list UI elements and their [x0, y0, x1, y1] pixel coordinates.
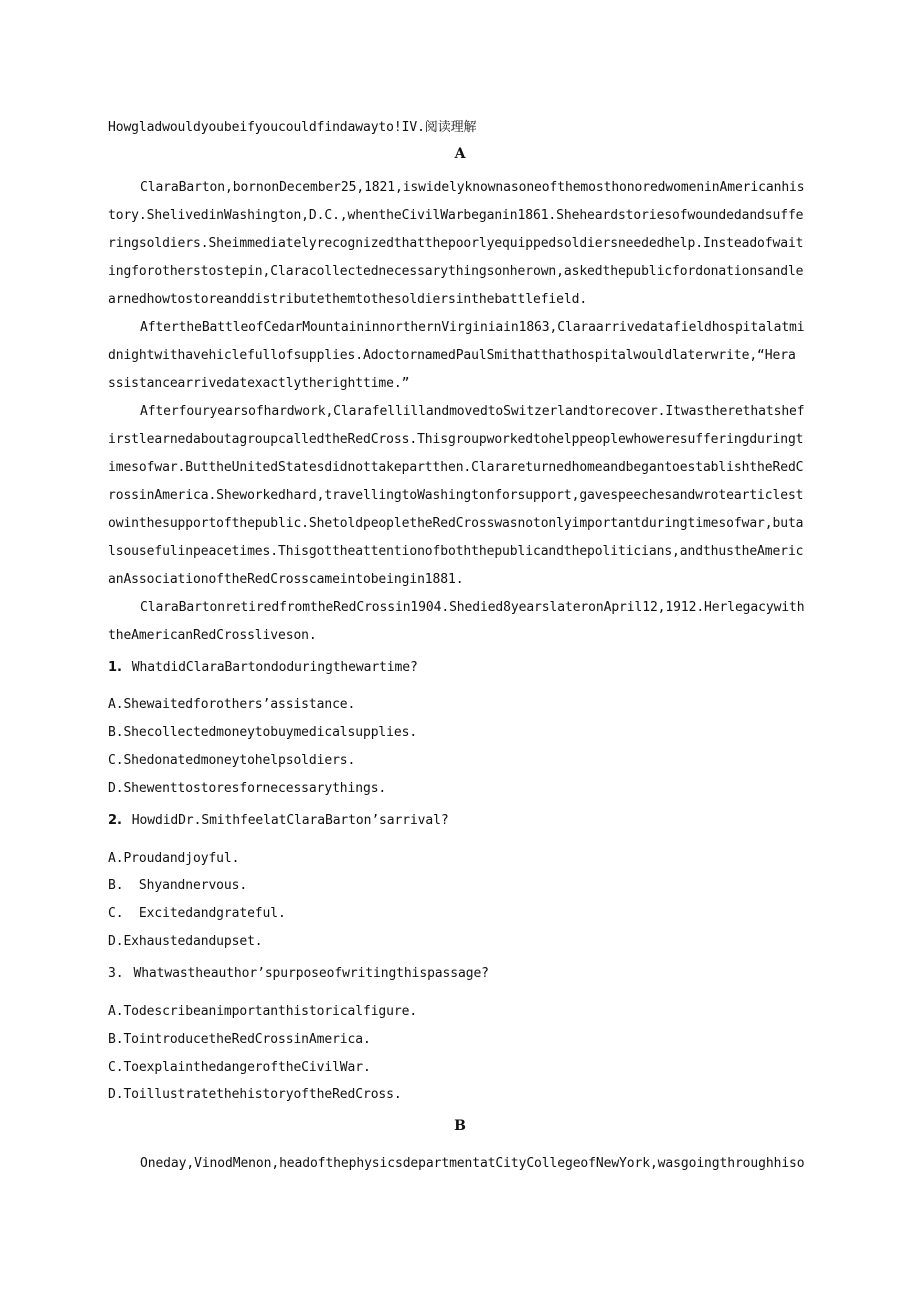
question-number: 2. — [108, 813, 122, 828]
question-3 — [108, 966, 489, 981]
option-c: C. Excitedandgrateful. — [108, 906, 286, 921]
passage-a-line: rossinAmerica.Sheworkedhard,travellingtoWashingtonforsupport,gavespeechesandwrotearticlest — [108, 488, 804, 503]
question-number: 3. — [108, 966, 124, 981]
option-b: B. Shyandnervous. — [108, 878, 248, 893]
option-a: A.Proudandjoyful. — [108, 851, 240, 866]
option-b: B.TointroducetheRedCrossinAmerica. — [108, 1032, 371, 1047]
passage-a-line: ClaraBarton,bornonDecember25,1821,iswidelyknownasoneofthemosthonoredwomeninAmericanhis — [140, 180, 805, 195]
passage-b-line: Oneday,VinodMenon,headofthephysicsdepartmentatCityCollegeofNewYork,wasgoingthroughhiso — [140, 1156, 805, 1171]
passage-a-line: imesofwar.ButtheUnitedStatesdidnottakepartthen.ClarareturnedhomeandbegantoestablishtheRedC — [108, 460, 804, 475]
passage-a-line: owinthesupportofthepublic.ShetoldpeopletheRedCrosswasnotonlyimportantduringtimesofwar,buta — [108, 516, 804, 531]
section-b-title: B — [454, 1118, 466, 1134]
question-1 — [108, 660, 418, 675]
option-b: B.Shecollectedmoneytobuymedicalsupplies. — [108, 725, 418, 740]
passage-a-line: ingforotherstostepin,Claracollectednecessarythingsonherown,askedthepublicfordonationsandle — [108, 264, 804, 279]
header-line: Howgladwouldyoubeifyoucouldfindawayto!IV.阅读理解 — [108, 120, 477, 135]
question-text: WhatdidClaraBartondoduringthewartime? — [131, 660, 418, 675]
passage-a-line: lsousefulinpeacetimes.Thisgottheattentionofboththepublicandthepoliticians,andthustheAmeric — [108, 544, 804, 559]
passage-a-line: arnedhowtostoreanddistributethemtothesoldiersinthebattlefield. — [108, 292, 588, 307]
passage-a-line: ClaraBartonretiredfromtheRedCrossin1904.Shedied8yearslateronApril12,1912.Herlegacywith — [140, 600, 805, 615]
passage-a-line: ssistancearrivedatexactlytherighttime.” — [108, 376, 410, 391]
question-text: Whatwastheauthor’spurposeofwritingthispassage? — [133, 966, 489, 981]
passage-a-line: dnightwithavehiclefullofsupplies.AdoctornamedPaulSmithatthathospitalwouldlaterwrite,“Hera — [108, 348, 796, 363]
option-d: D.ToillustratethehistoryoftheRedCross. — [108, 1087, 402, 1102]
option-c: C.ToexplainthedangeroftheCivilWar. — [108, 1060, 371, 1075]
section-a-title: A — [454, 146, 466, 162]
passage-a-line: irstlearnedaboutagroupcalledtheRedCross.Thisgroupworkedtohelppeoplewhoweresufferingduringt — [108, 432, 804, 447]
option-d: D.Shewenttostoresfornecessarythings. — [108, 781, 387, 796]
question-text: HowdidDr.SmithfeelatClaraBarton’sarrival? — [131, 813, 449, 828]
passage-a-line: tory.ShelivedinWashington,D.C.,whentheCivilWarbeganin1861.Sheheardstoriesofwoundedandsuffe — [108, 208, 804, 223]
option-a: A.Todescribeanimportanthistoricalfigure. — [108, 1004, 418, 1019]
passage-a-line: ringsoldiers.Sheimmediatelyrecognizedthatthepoorlyequippedsoldiersneededhelp.Insteadofwait — [108, 236, 804, 251]
passage-a-line: AftertheBattleofCedarMountaininnorthernVirginiain1863,Claraarrivedatafieldhospitalatmi — [140, 320, 805, 335]
question-2 — [108, 813, 449, 828]
option-d: D.Exhaustedandupset. — [108, 934, 263, 949]
passage-a-line: theAmericanRedCrossliveson. — [108, 628, 317, 643]
passage-a-line: Afterfouryearsofhardwork,ClarafellillandmovedtoSwitzerlandtorecover.Itwastherethatshef — [140, 404, 805, 419]
option-c: C.Shedonatedmoneytohelpsoldiers. — [108, 753, 356, 768]
passage-a-line: anAssociationoftheRedCrosscameintobeingin1881. — [108, 572, 464, 587]
question-number: 1. — [108, 660, 122, 675]
option-a: A.Shewaitedforothers’assistance. — [108, 697, 356, 712]
